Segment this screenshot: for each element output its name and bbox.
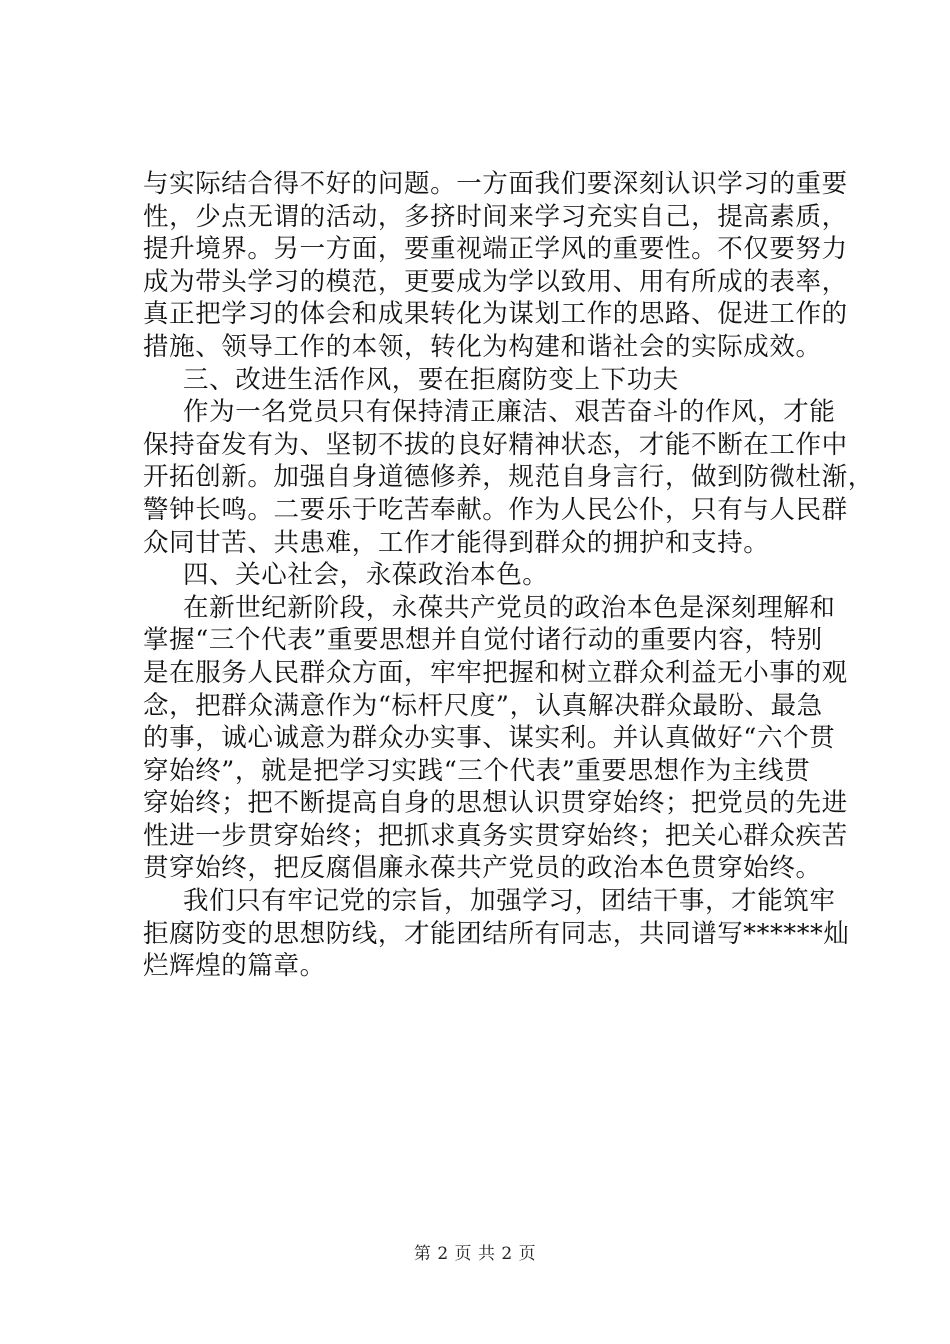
text-line: 警钟长鸣。二要乐于吃苦奉献。作为人民公仆，只有与人民群 bbox=[143, 494, 848, 525]
text-line: 措施、领导工作的本领，转化为构建和谐社会的实际成效。 bbox=[143, 331, 822, 362]
text-line: 穿始终；把不断提高自身的思想认识贯穿始终；把党员的先进 bbox=[143, 788, 848, 819]
text-line: 作为一名党员只有保持清正廉洁、艰苦奋斗的作风，才能 bbox=[183, 397, 836, 428]
section-heading: 四、关心社会，永葆政治本色。 bbox=[183, 560, 549, 591]
text-line: 在新世纪新阶段，永葆共产党员的政治本色是深刻理解和 bbox=[183, 592, 836, 623]
text-line: 是在服务人民群众方面，牢牢把握和树立群众利益无小事的观 bbox=[143, 657, 848, 688]
text-line: 开拓创新。加强自身道德修养，规范自身言行，做到防微杜渐， bbox=[143, 462, 874, 493]
text-line: 的事，诚心诚意为群众办实事、谋实利。并认真做好“六个贯 bbox=[143, 723, 836, 754]
text-line: 提升境界。另一方面，要重视端正学风的重要性。不仅要努力 bbox=[143, 234, 848, 265]
text-line: 保持奋发有为、坚韧不拔的良好精神状态，才能不断在工作中 bbox=[143, 429, 848, 460]
text-line: 真正把学习的体会和成果转化为谋划工作的思路、促进工作的 bbox=[143, 299, 848, 330]
text-line: 掌握“三个代表”重要思想并自觉付诸行动的重要内容，特别 bbox=[143, 625, 823, 656]
text-line: 贯穿始终，把反腐倡廉永葆共产党员的政治本色贯穿始终。 bbox=[143, 853, 822, 884]
page-number-footer: 第 2 页 共 2 页 bbox=[413, 1244, 537, 1264]
text-line: 穿始终”，就是把学习实践“三个代表”重要思想作为主线贯 bbox=[143, 755, 811, 786]
section-heading: 三、改进生活作风，要在拒腐防变上下功夫 bbox=[183, 364, 679, 395]
text-line: 念，把群众满意作为“标杆尺度”，认真解决群众最盼、最急 bbox=[143, 690, 823, 721]
text-line: 性进一步贯穿始终；把抓求真务实贯穿始终；把关心群众疾苦 bbox=[143, 820, 848, 851]
text-line: 众同甘苦、共患难，工作才能得到群众的拥护和支持。 bbox=[143, 527, 770, 558]
document-body bbox=[143, 168, 874, 983]
text-line: 性，少点无谓的活动，多挤时间来学习充实自己，提高素质， bbox=[143, 201, 848, 232]
text-line: 烂辉煌的篇章。 bbox=[143, 951, 326, 982]
text-line: 我们只有牢记党的宗旨，加强学习，团结干事，才能筑牢 bbox=[183, 886, 836, 917]
text-line: 拒腐防变的思想防线，才能团结所有同志，共同谱写******灿 bbox=[143, 918, 850, 949]
text-line: 与实际结合得不好的问题。一方面我们要深刻认识学习的重要 bbox=[143, 169, 848, 199]
text-line: 成为带头学习的模范，更要成为学以致用、用有所成的表率， bbox=[143, 266, 848, 297]
